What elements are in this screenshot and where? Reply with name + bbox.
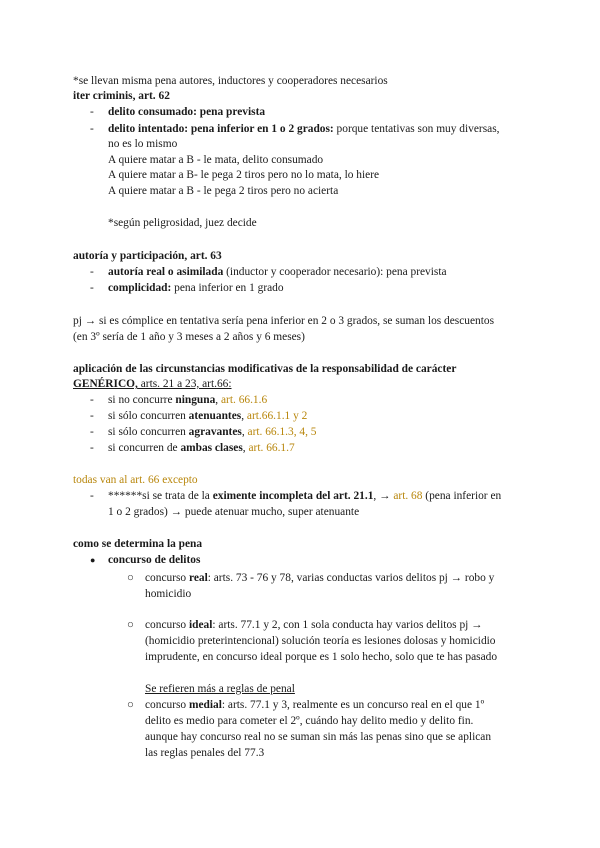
aplicacion-item-agravantes: si sólo concurren agravantes, art. 66.1.3, 4, 5 (108, 426, 317, 438)
dash-marker: - (90, 123, 94, 135)
concurso-ideal-cont1: (homicidio preterintencional) solución teoría es lesiones dolosas y homicidio (145, 635, 496, 647)
dash-marker: - (90, 266, 94, 278)
intro-note: *se llevan misma pena autores, inductores y cooperadores necesarios (73, 75, 388, 87)
reglas-note: Se refieren más a reglas de penal (145, 683, 295, 695)
iter-example: A quiere matar a B - le mata, delito consumado (108, 154, 324, 166)
dash-marker: - (90, 490, 94, 502)
dash-marker: - (90, 394, 94, 406)
circle-bullet: ○ (127, 572, 134, 584)
aplicacion-item-ninguna: si no concurre ninguna, art. 66.1.6 (108, 394, 268, 406)
dash-marker: - (90, 106, 94, 118)
concurso-medial-cont3: las reglas penales del 77.3 (145, 747, 265, 759)
concurso-medial: concurso medial: arts. 77.1 y 3, realmente es un concurso real en el que 1º (145, 699, 485, 711)
como-heading: como se determina la pena (73, 538, 203, 550)
dash-marker: - (90, 282, 94, 294)
iter-example: A quiere matar a B - le pega 2 tiros pero no acierta (108, 185, 339, 197)
pj-note-line2: (en 3º sería de 1 año y 3 meses a 2 años y 6 meses) (73, 331, 305, 343)
dash-marker: - (90, 442, 94, 454)
concurso-real: concurso real: arts. 73 - 76 y 78, varias conductas varios delitos pj → robo y (145, 572, 495, 584)
concurso-medial-cont1: delito es medio para cometer el 2º, cuándo hay delito medio y delito fin. (145, 715, 474, 727)
concurso-medial-cont2: aunque hay concurso real no se suman sin más las penas sino que se aplican (145, 731, 492, 743)
aplicacion-item-ambas: si concurren de ambas clases, art. 66.1.7 (108, 442, 295, 454)
aplicacion-heading: aplicación de las circunstancias modificativas de la responsabilidad de carácter (73, 363, 457, 375)
circle-bullet: ○ (127, 619, 134, 631)
iter-item-intentado-cont: no es lo mismo (108, 138, 178, 150)
dash-marker: - (90, 426, 94, 438)
todas-line: todas van al art. 66 excepto (73, 474, 198, 486)
autoria-item-real: autoría real o asimilada (inductor y cooperador necesario): pena prevista (108, 266, 447, 278)
iter-example: A quiere matar a B- le pega 2 tiros pero no lo mata, lo hiere (108, 169, 380, 181)
aplicacion-heading-2: GENÉRICO, arts. 21 a 23, art.66: (73, 378, 232, 390)
iter-note: *según peligrosidad, juez decide (108, 217, 257, 229)
disc-bullet: ● (90, 555, 96, 565)
concurso-real-cont: homicidio (145, 588, 192, 600)
todas-item-eximente-cont: 1 o 2 grados) → puede atenuar mucho, super atenuante (108, 506, 360, 518)
dash-marker: - (90, 410, 94, 422)
iter-heading: iter criminis, art. 62 (73, 90, 170, 102)
concurso-ideal-cont2: imprudente, en concurso ideal porque es 1 solo hecho, solo que te has pasado (145, 651, 498, 663)
iter-item-intentado: delito intentado: pena inferior en 1 o 2 grados: porque tentativas son muy diversas, (108, 123, 500, 135)
concurso-delitos-bullet: concurso de delitos (108, 554, 201, 566)
pj-note-line1: pj → si es cómplice en tentativa sería pena inferior en 2 o 3 grados, se suman los descuentos (73, 315, 495, 327)
circle-bullet: ○ (127, 699, 134, 711)
concurso-ideal: concurso ideal: arts. 77.1 y 2, con 1 sola conducta hay varios delitos pj → (145, 619, 483, 631)
todas-item-eximente: ******si se trata de la eximente incompleta del art. 21.1, → art. 68 (pena inferior en (108, 490, 502, 502)
aplicacion-item-atenuantes: si sólo concurren atenuantes, art.66.1.1 y 2 (108, 410, 308, 422)
iter-item-consumado: delito consumado: pena prevista (108, 106, 266, 118)
autoria-heading: autoría y participación, art. 63 (73, 250, 222, 262)
autoria-item-complicidad: complicidad: pena inferior en 1 grado (108, 282, 284, 294)
